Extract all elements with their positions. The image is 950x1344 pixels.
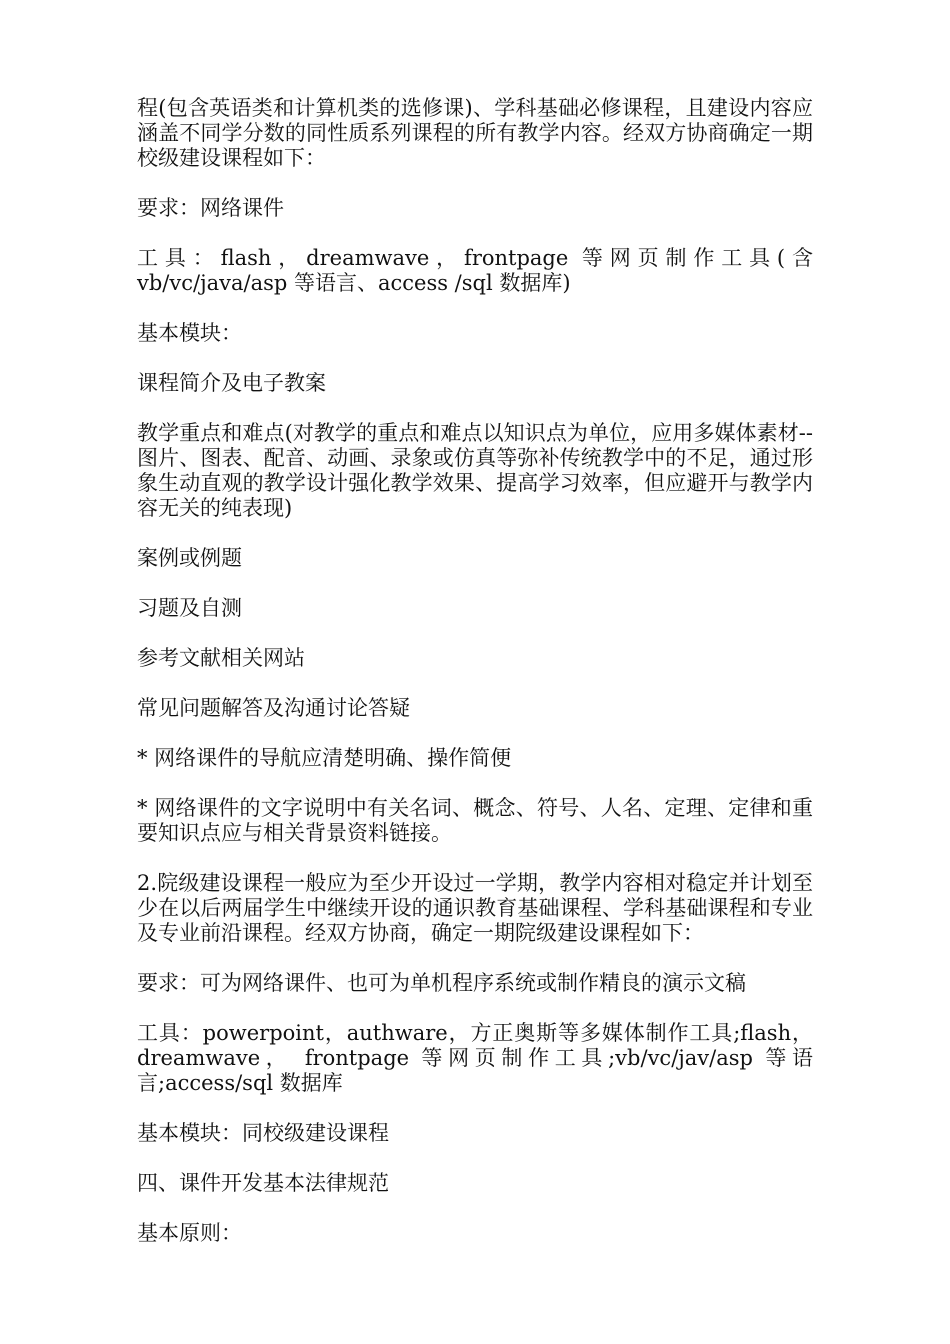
paragraph-cases: 案例或例题 (137, 546, 242, 570)
paragraph-references: 参考文献相关网站 (137, 646, 305, 670)
paragraph-requirement-web: 要求：网络课件 (137, 196, 284, 220)
paragraph-faq: 常见问题解答及沟通讨论答疑 (137, 696, 410, 720)
section-heading-legal: 四、课件开发基本法律规范 (137, 1171, 389, 1195)
paragraph-key-points: 教学重点和难点(对教学的重点和难点以知识点为单位，应用多媒体素材--图片、图表、配音、动画、录象或仿真等弥补传统教学中的不足，通过形象生动直观的教学设计强化教学效果、提高学习效率，但应避开与教学内容无关的纯表现) (137, 421, 813, 520)
paragraph-tools-web: 工具：flash，dreamwave，frontpage 等网页制作工具(含 vb/vc/java/asp 等语言、access /sql 数据库) (137, 246, 813, 295)
paragraph-requirement-college: 要求：可为网络课件、也可为单机程序系统或制作精良的演示文稿 (137, 971, 746, 995)
document-body (137, 96, 813, 1246)
paragraph-exercises: 习题及自测 (137, 596, 242, 620)
paragraph-navigation-note: * 网络课件的导航应清楚明确、操作简便 (137, 746, 512, 770)
paragraph-tools-college: 工具：powerpoint，authware，方正奥斯等多媒体制作工具;flash，dreamwave， frontpage 等网页制作工具;vb/vc/jav/asp 等语言;access/sql 数据库 (137, 1021, 813, 1095)
paragraph-basic-principles: 基本原则： (137, 1221, 242, 1245)
paragraph-college-courses: 2.院级建设课程一般应为至少开设过一学期，教学内容相对稳定并计划至少在以后两届学生中继续开设的通识教育基础课程、学科基础课程和专业及专业前沿课程。经双方协商，确定一期院级建设课程如下： (137, 871, 813, 945)
paragraph-basic-modules-college: 基本模块：同校级建设课程 (137, 1121, 389, 1145)
paragraph-basic-modules: 基本模块： (137, 321, 242, 345)
paragraph-link-note: * 网络课件的文字说明中有关名词、概念、符号、人名、定理、定律和重要知识点应与相关背景资料链接。 (137, 796, 813, 845)
paragraph-course-intro: 课程简介及电子教案 (137, 371, 326, 395)
paragraph-course-scope: 程(包含英语类和计算机类的选修课)、学科基础必修课程，且建设内容应涵盖不同学分数的同性质系列课程的所有教学内容。经双方协商确定一期校级建设课程如下： (137, 96, 813, 170)
